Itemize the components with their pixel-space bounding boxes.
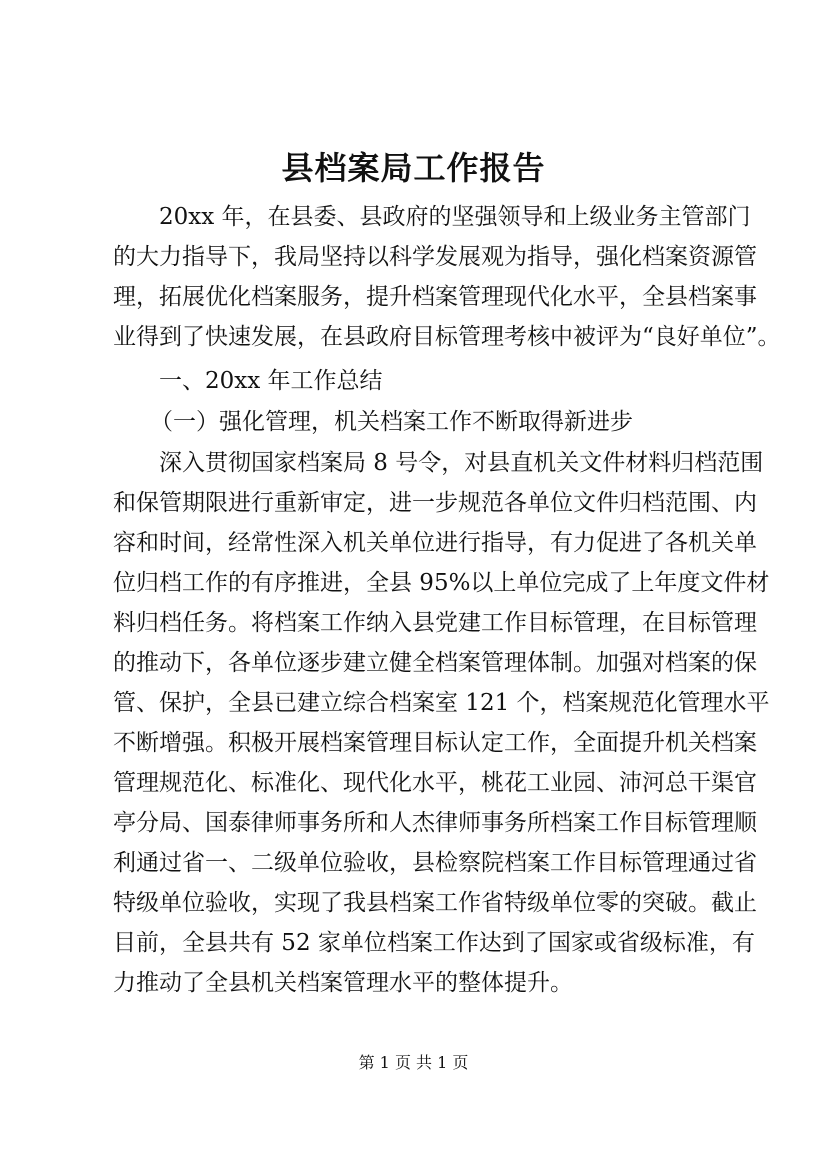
paragraph-line: 的大力指导下，我局坚持以科学发展观为指导，强化档案资源管 — [113, 244, 757, 270]
paragraph-line: 深入贯彻国家档案局 8 号令，对县直机关文件材料归档范围 — [159, 450, 764, 476]
paragraph-line: 特级单位验收，实现了我县档案工作省特级单位零的突破。截止 — [113, 890, 757, 916]
paragraph-line: 管、保护，全县已建立综合档案室 121 个，档案规范化管理水平 — [113, 690, 770, 716]
paragraph-line: 管理规范化、标准化、现代化水平，桃花工业园、沛河总干渠官 — [113, 770, 757, 796]
paragraph-line: 和保管期限进行重新审定，进一步规范各单位文件归档范围、内 — [113, 490, 757, 516]
paragraph-line: 料归档任务。将档案工作纳入县党建工作目标管理，在目标管理 — [113, 610, 757, 636]
page-footer: 第 1 页 共 1 页 — [358, 1053, 469, 1072]
paragraph-line: 业得到了快速发展，在县政府目标管理考核中被评为“良好单位”。 — [113, 324, 781, 350]
subsection-heading: （一）强化管理，机关档案工作不断取得新进步 — [150, 409, 633, 435]
paragraph-line: 位归档工作的有序推进，全县 95%以上单位完成了上年度文件材 — [113, 570, 770, 596]
paragraph-line: 不断增强。积极开展档案管理目标认定工作，全面提升机关档案 — [113, 730, 757, 756]
paragraph-line: 容和时间，经常性深入机关单位进行指导，有力促进了各机关单 — [113, 530, 757, 556]
paragraph-line: 20xx 年，在县委、县政府的坚强领导和上级业务主管部门 — [159, 204, 751, 230]
document-title: 县档案局工作报告 — [281, 149, 546, 187]
paragraph-line: 理，拓展优化档案服务，提升档案管理现代化水平，全县档案事 — [113, 284, 757, 310]
paragraph-line: 目前，全县共有 52 家单位档案工作达到了国家或省级标准，有 — [113, 930, 755, 956]
paragraph-line: 利通过省一、二级单位验收，县检察院档案工作目标管理通过省 — [113, 850, 757, 876]
section-heading: 一、20xx 年工作总结 — [159, 368, 383, 394]
paragraph-line: 力推动了全县机关档案管理水平的整体提升。 — [113, 970, 573, 996]
paragraph-line: 亭分局、国泰律师事务所和人杰律师事务所档案工作目标管理顺 — [113, 810, 757, 836]
paragraph-line: 的推动下，各单位逐步建立健全档案管理体制。加强对档案的保 — [113, 650, 757, 676]
